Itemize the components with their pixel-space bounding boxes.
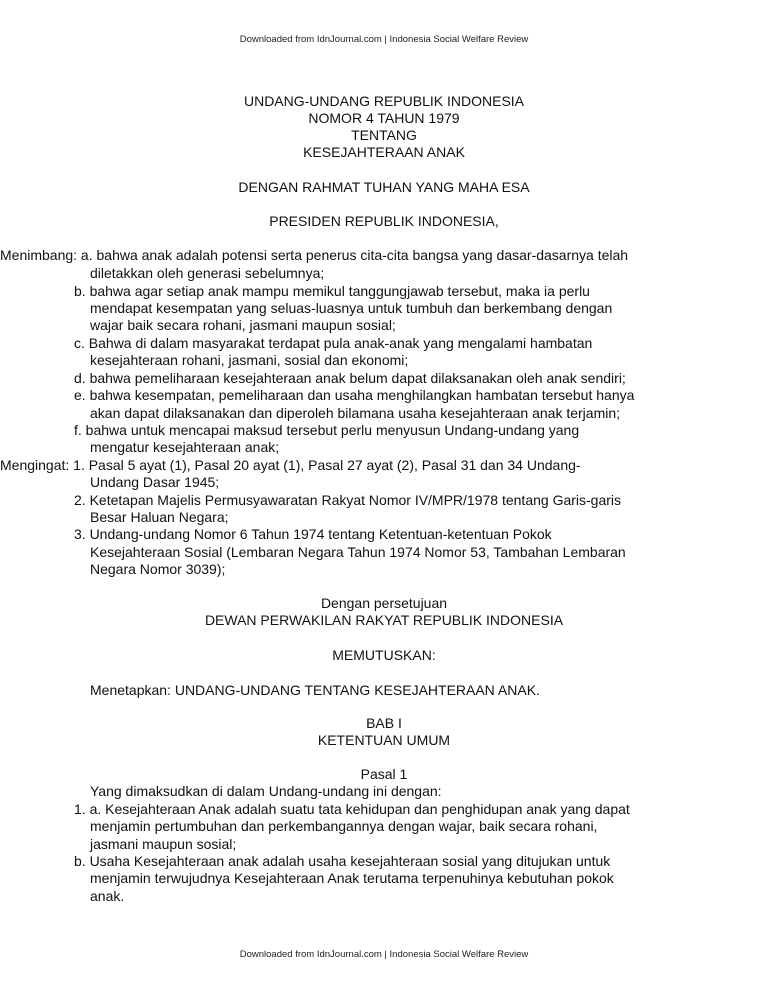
mengingat-line: 2. Ketetapan Majelis Permusyawaratan Rakyat Nomor IV/MPR/1978 tentang Garis-garis <box>74 492 622 508</box>
download-footer-note: Downloaded from IdnJournal.com | Indonesia Social Welfare Review <box>239 949 529 960</box>
menimbang-line: e. bahwa kesempatan, pemeliharaan dan usaha menghilangkan hambatan tersebut hanya <box>74 387 635 403</box>
chapter-number: BAB I <box>366 715 402 731</box>
article-line: Yang dimaksudkan di dalam Undang-undang ini dengan: <box>90 783 442 799</box>
menimbang-line: diletakkan oleh generasi sebelumnya; <box>90 265 325 281</box>
mengingat-line: Kesejahteraan Sosial (Lembaran Negara Tahun 1974 Nomor 53, Tambahan Lembaran <box>90 544 626 560</box>
menimbang-line: akan dapat dilaksanakan dan diperoleh bilamana usaha kesejahteraan anak terjamin; <box>90 405 621 421</box>
menimbang-line: b. bahwa agar setiap anak mampu memikul tanggungjawab tersebut, maka ia perlu <box>74 283 590 299</box>
persetujuan-line-1: Dengan persetujuan <box>320 595 448 611</box>
mengingat-line: 3. Undang-undang Nomor 6 Tahun 1974 tentang Ketentuan-ketentuan Pokok <box>74 526 552 542</box>
article-line: b. Usaha Kesejahteraan anak adalah usaha kesejahteraan sosial yang ditujukan untuk <box>74 853 611 869</box>
download-header-note: Downloaded from IdnJournal.com | Indonesia Social Welfare Review <box>239 34 529 45</box>
memutuskan-heading: MEMUTUSKAN: <box>332 647 436 663</box>
menimbang-line: f. bahwa untuk mencapai maksud tersebut perlu menyusun Undang-undang yang <box>74 422 580 438</box>
president-heading: PRESIDEN REPUBLIK INDONESIA, <box>269 213 499 229</box>
invocation: DENGAN RAHMAT TUHAN YANG MAHA ESA <box>238 179 530 195</box>
article-line: jasmani maupun sosial; <box>90 836 237 852</box>
law-title-line-2: NOMOR 4 TAHUN 1979 <box>308 110 460 126</box>
menimbang-line: d. bahwa pemeliharaan kesejahteraan anak belum dapat dilaksanakan oleh anak sendiri; <box>74 370 626 386</box>
menimbang-line: wajar baik secara rohani, jasmani maupun sosial; <box>90 317 396 333</box>
mengingat-line: Besar Haluan Negara; <box>90 509 229 525</box>
law-title-line-3: TENTANG <box>351 127 417 143</box>
chapter-title: KETENTUAN UMUM <box>317 732 451 748</box>
persetujuan-line-2: DEWAN PERWAKILAN RAKYAT REPUBLIK INDONESIA <box>204 612 564 628</box>
menimbang-line: Menimbang: a. bahwa anak adalah potensi serta penerus cita-cita bangsa yang dasar-dasarnya telah <box>0 247 629 263</box>
law-title-line-4: KESEJAHTERAAN ANAK <box>303 144 465 160</box>
mengingat-line: Mengingat: 1. Pasal 5 ayat (1), Pasal 20 ayat (1), Pasal 27 ayat (2), Pasal 31 dan 34 Undang- <box>0 457 581 473</box>
menimbang-line: mendapat kesempatan yang seluas-luasnya untuk tumbuh dan berkembang dengan <box>90 300 613 316</box>
mengingat-line: Negara Nomor 3039); <box>90 561 226 577</box>
menimbang-line: kesejahteraan rohani, jasmani, sosial dan ekonomi; <box>90 352 409 368</box>
article-line: 1. a. Kesejahteraan Anak adalah suatu tata kehidupan dan penghidupan anak yang dapat <box>74 801 630 817</box>
menimbang-line: c. Bahwa di dalam masyarakat terdapat pula anak-anak yang mengalami hambatan <box>74 335 593 351</box>
article-line: anak. <box>90 888 125 904</box>
article-line: menjamin pertumbuhan dan perkembangannya dengan wajar, baik secara rohani, <box>90 818 598 834</box>
law-title-line-1: UNDANG-UNDANG REPUBLIK INDONESIA <box>243 93 525 109</box>
article-line: menjamin terwujudnya Kesejahteraan Anak terutama terpenuhinya kebutuhan pokok <box>90 870 614 886</box>
article-title: Pasal 1 <box>360 766 408 782</box>
mengingat-line: Undang Dasar 1945; <box>90 474 220 490</box>
menimbang-line: mengatur kesejahteraan anak; <box>90 439 280 455</box>
menetapkan-line: Menetapkan: UNDANG-UNDANG TENTANG KESEJAHTERAAN ANAK. <box>90 682 540 698</box>
